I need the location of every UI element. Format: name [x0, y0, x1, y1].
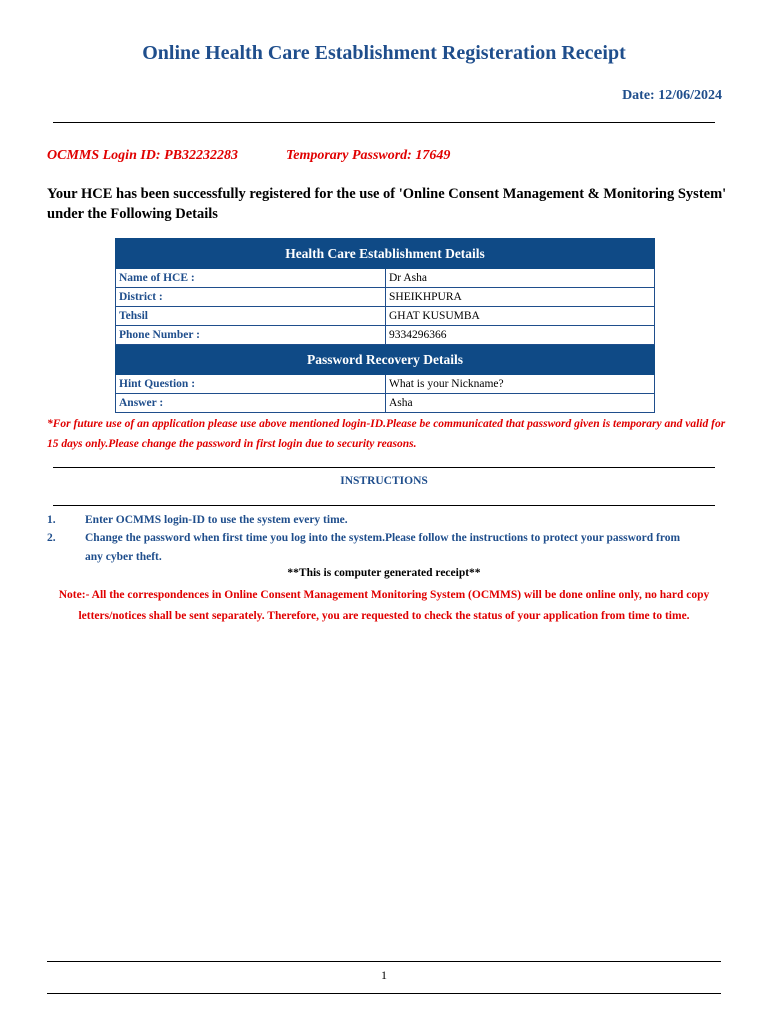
page-title: Online Health Care Establishment Registeration Receipt — [142, 42, 626, 64]
table-row — [116, 394, 655, 413]
receipt-date: Date: 12/06/2024 — [622, 88, 722, 103]
instruction-item — [47, 529, 687, 567]
temporary-password: Temporary Password: 17649 — [285, 148, 451, 163]
hce-details-heading: Health Care Establishment Details — [116, 239, 655, 269]
recovery-details-header-row — [116, 345, 655, 375]
field-label: Tehsil — [116, 307, 386, 326]
field-value: SHEIKHPURA — [386, 288, 655, 307]
details-table — [115, 238, 655, 413]
footer-divider — [47, 961, 721, 962]
correspondence-note: Note:- All the correspondences in Online Consent Management Monitoring System (OCMMS) will be done online only, no hard copy letters/notices shall be sent separately. Therefore, you are requested to check the status of your application from time to time. — [58, 589, 710, 622]
recovery-details-heading: Password Recovery Details — [116, 345, 655, 375]
login-id: OCMMS Login ID: PB32232283 — [47, 148, 238, 163]
divider — [53, 505, 715, 506]
hce-details-header-row — [116, 239, 655, 269]
field-value: GHAT KUSUMBA — [386, 307, 655, 326]
divider — [53, 467, 715, 468]
instruction-number: 1. — [47, 514, 56, 526]
table-row — [116, 326, 655, 345]
field-value: 9334296366 — [386, 326, 655, 345]
table-row — [116, 288, 655, 307]
table-row — [116, 375, 655, 394]
field-label: District : — [116, 288, 386, 307]
instruction-text: Enter OCMMS login-ID to use the system every time. — [85, 514, 348, 526]
field-label: Answer : — [116, 394, 386, 413]
table-row — [116, 307, 655, 326]
field-value: Asha — [386, 394, 655, 413]
footer-divider — [47, 993, 721, 994]
page-number: 1 — [381, 968, 387, 982]
instructions-title: INSTRUCTIONS — [340, 475, 428, 487]
generated-receipt-note: **This is computer generated receipt** — [287, 567, 481, 579]
intro-text: Your HCE has been successfully registered for the use of 'Online Consent Management & Monitoring System' under the Following Details — [47, 186, 727, 222]
instruction-number: 2. — [47, 532, 56, 544]
field-label: Hint Question : — [116, 375, 386, 394]
field-label: Name of HCE : — [116, 269, 386, 288]
field-value: Dr Asha — [386, 269, 655, 288]
divider — [53, 122, 715, 123]
credentials-line — [47, 148, 450, 164]
instruction-text: Change the password when first time you log into the system.Please follow the instructions to protect your password from any cyber theft. — [85, 532, 681, 563]
table-row — [116, 269, 655, 288]
instruction-item — [47, 511, 687, 530]
password-notice: *For future use of an application please use above mentioned login-ID.Please be communicated that password given is temporary and valid for 15 days only.Please change the password in first login due to security reasons. — [47, 418, 726, 450]
field-label: Phone Number : — [116, 326, 386, 345]
field-value: What is your Nickname? — [386, 375, 655, 394]
